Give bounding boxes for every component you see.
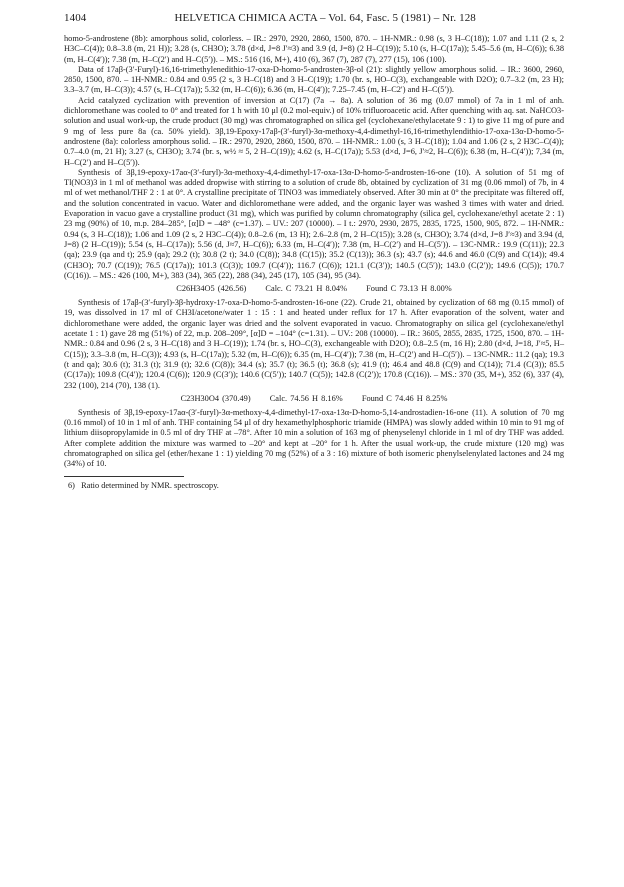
paragraph-acid-cyclization: Acid catalyzed cyclization with prevention of inversion at C(17) (7a → 8a). A solution of 36 mg (0.07 mmol) of 7a in 1 ml of anh. dichloromethane was cooled to 0° and treated for 1 h with 10 μl (0.2 mol-equiv.) of 10% trifluoroacetic acid. After quenching with aq. sat. NaHCO3-solution and usual work-up, the crude product (30 mg) was chromatographed on silica gel (cyclohexane/ethylacetate 9 : 1) to give 11 mg of pure and 9 mg of less pure 8a (ca. 50% yield). 3β,19-Epoxy-17aβ-(3′-furyl)-3α-methoxy-4,4-dimethyl-16,16-trimethylendithio-17-oxa-13α-D-homo-5-androstene (8a): colorless amorphous solid. – IR.: 2970, 2920, 2860, 1500, 870. – 1H-NMR.: 1.00 (s, 3 H–C(18)); 1.04 and 1.06 (2 s, 2 H3C–C(4)); 0.7–4.0 (m, 21 H); 3.27 (s, CH3O); 3.74 (br. s, w½ ≈ 5, 2 H–C(19)); 4.62 (s, H–C(17a)); 5.53 (d×d, J=6, J′≈2, H–C(6)); 6.38 (m, H–C(4′)); 7,34 (m, H–C(2′) and H–C(5′)). (64, 95, 564, 167)
page-number: 1404 (64, 12, 87, 24)
elemental-analysis-22 (64, 393, 564, 405)
paragraph-21-data: Data of 17aβ-(3′-Furyl)-16,16-trimethylenedithio-17-oxa-D-homo-5-androsten-3β-ol (21): slightly yellow amorphous solid. – IR.: 3600, 2960, 2850, 1500, 870. – 1H-NMR.: 0.84 and 0.95 (2 s, 3 H–C(18) and 3 H–C(19)); 1.70 (br. s, HO–C(3), exchangeable with D2O); 0.7–3.2 (m, 23 H); 3.3–3.7 (m, H–C(3)); 4.57 (s, H–C(17a)); 5.32 (m, H–C(6)); 6.36 (m, H–C(4′)); 7.25–7.45 (m, H–C2′) and H–C(5′)). (64, 64, 564, 95)
molecular-formula: C23H30O4 (370.49) (180, 393, 251, 403)
paragraph-synthesis-11: Synthesis of 3β,19-epoxy-17aα-(3′-furyl)-3α-methoxy-4,4-dimethyl-17-oxa-13α-D-homo-5,14-androstadien-16-one (11). A solution of 70 mg (0.16 mmol) of 10 in 1 ml of anh. THF containing 54 μl of dry hexamethylphosphoric triamide (HMPA) was slowly added within 10 min to 91 mg of lithium diisopropylamide in 0.5 ml of dry THF at –78°. After 10 min a solution of 163 mg of phenyselenyl chloride in 1 ml of dry THF was added. After complete addition the mixture was warmed to –20° and kept at –20° for 1 h. After the usual work-up, the crude mixture (120 mg) was chromatographed on silica gel (ether/hexane 1 : 1) yielding 70 mg (52%) of a 3 : 16) mixture of both isomeric phenylselenylated lactones and 24 mg (34%) of 10. (64, 407, 564, 469)
article-body (64, 34, 564, 470)
calculated-values: Calc. 74.56 H 8.16% (269, 393, 343, 403)
journal-title: HELVETICA CHIMICA ACTA – Vol. 64, Fasc. 5 (1981) – Nr. 128 (174, 12, 476, 24)
paragraph-synthesis-22: Synthesis of 17aβ-(3′-furyl)-3β-hydroxy-17-oxa-D-homo-5-androsten-16-one (22). Crude 21, obtained by cyclization of 68 mg (0.15 mmol) of 19, was dissolved in 17 ml of CH3I/acetone/water 1 : 15 : 1 and heated under reflux for 17 h. After evaporation of the solvent, water and dichloromethane were added, the organic layer was dried and the solvent evaporated in vacuo. Chromatography on silica gel (cyclohexane/ethyl acetate 1 : 1) gave 28 mg (51%) of 22, m.p. 208–209°, [α]D = –104° (c=1.31). – UV.: 208 (10000). – IR.: 3605, 2855, 2835, 1725, 1500, 870. – 1H-NMR.: 0.84 and 0.96 (2 s, 3 H–C(18) and 3 H–C(19)); 1.74 (br. s, HO–C(3), exchangeable with D2O); 0.8–2.5 (m, 16 H); 2.80 (d×d, J=18, J′≈5, H–C(15)); 3.3–3.8 (m, H–C(3)); 4.93 (s, H–C(17a)); 5.32 (m, H–C(6)); 6.35 (m, H–C(4′)); 7.38 (m, H–C(2′) and H–C(5′)). – 13C-NMR.: 11.2 (qa); 19.3 (t and qa); 30.6 (t); 31.3 (t); 31.9 (t); 32.6 (C(8)); 34.4 (s); 35.7 (t); 36.5 (t); 36.8 (s); 41.9 (t); 46.4 and 48.8 (C(9) and C(14)); 71.4 (C(3)); 85.5 (C(17a)); 109.8 (C(4′)); 120.4 (C(6)); 120.9 (C(3′)); 140.6 (C(5′)); 140.7 (C(5)); 142.8 (C(2′)); 170.8 (C(16)). – MS.: 370 (35, M+), 352 (6), 337 (4), 232 (100), 214 (70), 138 (1). (64, 298, 564, 390)
found-values: Found C 73.13 H 8.00% (366, 284, 452, 294)
elemental-analysis-10 (64, 283, 564, 295)
footnote-text: Ratio determined by NMR. spectroscopy. (81, 480, 219, 490)
footnote-divider (64, 476, 184, 477)
footnote-marker: 6) (68, 480, 75, 490)
molecular-formula: C26H34O5 (426.56) (176, 284, 247, 294)
calculated-values: Calc. C 73.21 H 8.04% (265, 284, 348, 294)
paragraph-8b-data: homo-5-androstene (8b): amorphous solid, colorless. – IR.: 2970, 2920, 2860, 1500, 870. – 1H-NMR.: 0.98 (s, 3 H–C(18)); 1.07 and 1.11 (2 s, 2 H3C–C(4)); 0.8–3.8 (m, 21 H)); 3.28 (s, CH3O); 3.78 (d×d, J=8 J′≈3) and 3.9 (d, J=8) (2 H–C(19)); 5.10 (s, H–C(17a)); 5.45–5.6 (m, H–C(6)); 6.38 (m, H–C(4′)); 7.38 (m, H–C(2′) and H–C(5′)). – MS.: 516 (16, M+), 410 (6), 367 (7), 287 (7), 277 (15), 106 (100). (64, 34, 564, 64)
paragraph-synthesis-10: Synthesis of 3β,19-epoxy-17aα-(3′-furyl)-3α-methoxy-4,4-dimethyl-17-oxa-13α-D-homo-5-androsten-16-one (10). A solution of 51 mg of Tl(NO3)3 in 1 ml of methanol was added dropwise with stirring to a solution of crude 8b, obtained by cyclization of 31 mg (0.06 mmol) of 7b, in 4 ml of wet methanol/THF 2 : 1 at 0°. A crystalline precipitate of TlNO3 was immediately observed. After 30 min at 0° the precipitate was filtered off, and the solution concentrated in vacuo. Water and dichloromethane were added, and the organic layer was washed 3 times with water and dried. Evaporation in vacuo gave a crystalline product (31 mg), which was purified by column chromatography (silica gel, cyclohexane/ethyl acetate 2 : 1) 23 mg (90%) of 10, m.p. 284–285°, [α]D = –48° (c=1.37). – UV.: 207 (10000). – I t.: 2970, 2930, 2875, 2835, 1725, 1500, 905, 872. – 1H-NMR.: 0.94 (s, 3 H–C(18)); 1.06 and 1.09 (2 s, 2 H3C–C(4)); 0.8–2.6 (m, 13 H); 2.6–2.8 (m, 2 H–C(15)); 3.28 (s, CH3O); 3.74 (d×d, J=8 J′≈3) and 3.94 (d, J=8) (2 H–C(19)); 5.54 (s, H–C(17a)); 5.56 (d, J≈7, H–C(6)); 6.33 (m, H–C(4′)); 7.38 (m, H–C(2′) and H–C(5′)). – 13C-NMR.: 19.9 (C(11)); 22.3 (qa); 23.9 (qa and t); 25.9 (qa); 29.2 (t); 30.8 (2 t); 34.0 (C(8)); 34.8 (C(15)); 35.2 (C(13)); 36.3 (s); 43.7 (s); 44.6 and 46.0 (C(9) and C(14)); 49.4 (CH3O); 70.7 (C(19)); 76.5 (C(17a)); 101.3 (C(3)); 109.7 (C(4′)); 116.7 (C(6)); 121.1 (C(3′)); 140.5 (C(5′)); 143.0 (C(2′)); 149.6 (C(5)); 170.7 (C(16)). – MS.: 426 (100, M+), 383 (34), 365 (22), 288 (34), 245 (17), 105 (34), 95 (34). (64, 167, 564, 280)
running-header (64, 12, 564, 24)
footnote (64, 481, 564, 491)
found-values: Found C 74.46 H 8.25% (361, 393, 448, 403)
journal-page (64, 12, 564, 491)
